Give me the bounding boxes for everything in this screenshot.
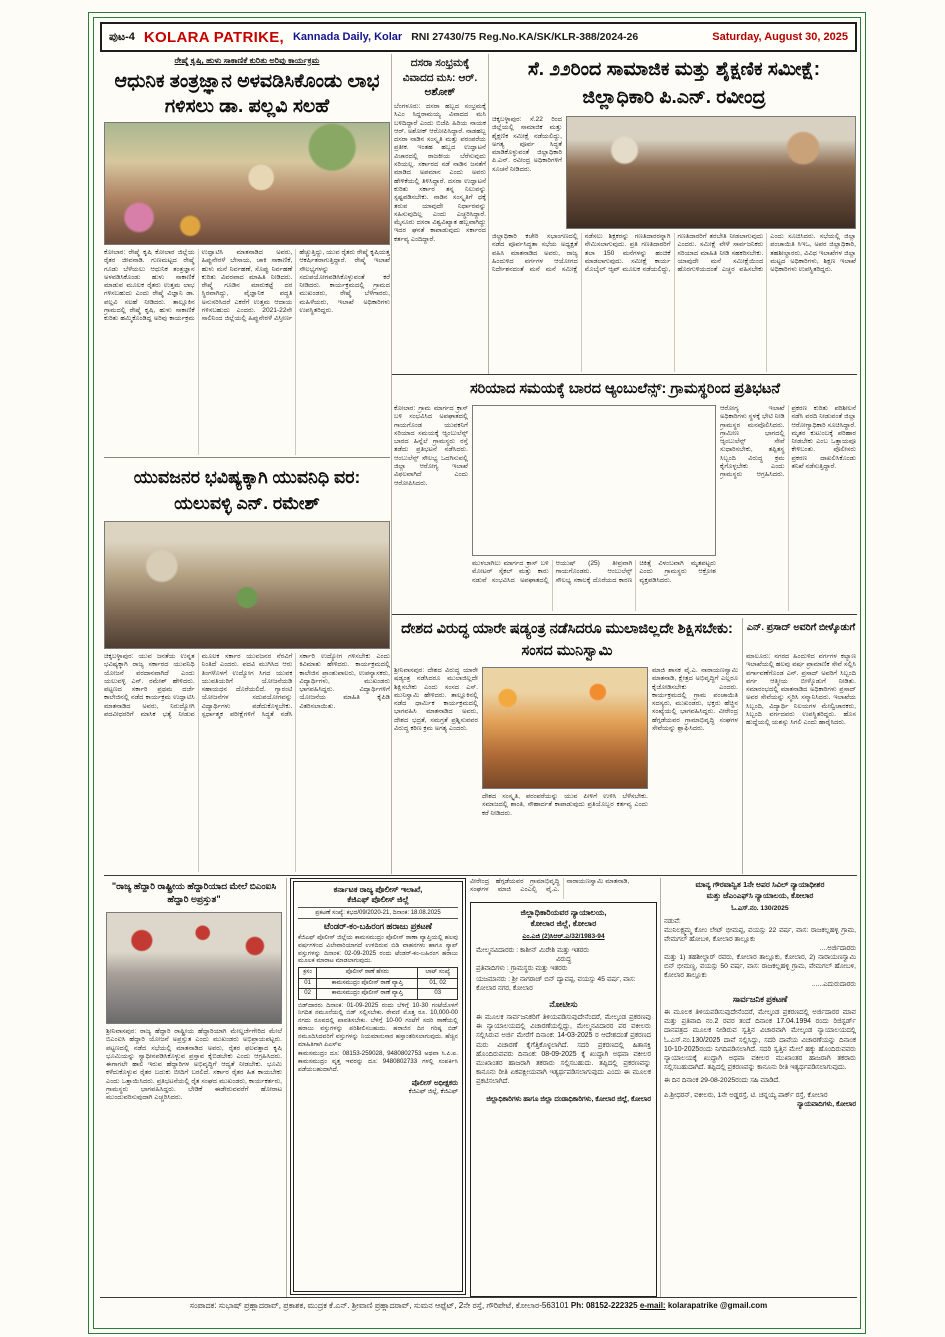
- muniswamy-article-body-right: ಮಾಜಿ ಶಾಸಕ ವೈ.ಎ. ನಾರಾಯಣಸ್ವಾಮಿ ಮಾತನಾಡಿ, ಕ್ಷೇತ್ರದ ಅಭಿವೃದ್ಧಿಗೆ ಎಲ್ಲರೂ ಕೈಜೋಡಿಸಬೇಕು ಎಂದರು. ಕಾರ್ಯಕ್ರಮದಲ್ಲಿ ಗ್ರಾಮ ಪಂಚಾಯಿತಿ ಸದಸ್ಯರು, ಮುಖಂಡರು, ಭಕ್ತರು ಹೆಚ್ಚಿನ ಸಂಖ್ಯೆಯಲ್ಲಿ ಭಾಗವಹಿಸಿದ್ದರು. ವೀರೇಂದ್ರ ಹೆಗ್ಗಡೆಯವರ ಗ್ರಾಮಾಭಿವೃದ್ಧಿ ಸಂಘಗಳ ಸೇವೆಯನ್ನು ಶ್ಲಾಘಿಸಿದರು.: [652, 667, 738, 733]
- survey-article-body: ಜಿಲ್ಲಾಧಿಕಾರಿ ಕಚೇರಿ ಸಭಾಂಗಣದಲ್ಲಿ ನಡೆದ ಪೂರ್ವಸಿದ್ಧತಾ ಸಭೆಯ ಅಧ್ಯಕ್ಷತೆ ವಹಿಸಿ ಮಾತನಾಡಿದ ಅವರು, ರಾಜ್ಯ ಹಿಂದುಳಿದ ವರ್ಗಗಳ ಆಯೋಗದ ನಿರ್ದೇಶನದಂತೆ ಮನೆ ಮನೆ ಸಮೀಕ್ಷೆ ನಡೆಸಲು ಶಿಕ್ಷಕರನ್ನು ಗಣತಿದಾರರನ್ನಾಗಿ ನೇಮಿಸಲಾಗುವುದು. ಪ್ರತಿ ಗಣತಿದಾರರಿಗೆ ತಲಾ 150 ಮನೆಗಳನ್ನು ಹಂಚಿಕೆ ಮಾಡಲಾಗುವುದು. ಸಮೀಕ್ಷೆ ಕಾರ್ಯ ಮೊಬೈಲ್ ಆ್ಯಪ್ ಮೂಲಕ ನಡೆಯಲಿದ್ದು, ಗಣತಿದಾರರಿಗೆ ತರಬೇತಿ ನೀಡಲಾಗುವುದು ಎಂದರು. ಸಮೀಕ್ಷೆ ವೇಳೆ ಸಾರ್ವಜನಿಕರು ಸರಿಯಾದ ಮಾಹಿತಿ ನೀಡಿ ಸಹಕರಿಸಬೇಕು. ಯಾವುದೇ ಮನೆ ಸಮೀಕ್ಷೆಯಿಂದ ಹೊರಗುಳಿಯದಂತೆ ಎಚ್ಚರ ವಹಿಸಬೇಕು ಎಂದು ಸೂಚಿಸಿದರು. ಸಭೆಯಲ್ಲಿ ಜಿಲ್ಲಾ ಪಂಚಾಯಿತಿ ಸಿಇಒ, ಅಪರ ಜಿಲ್ಲಾಧಿಕಾರಿ, ತಹಶೀಲ್ದಾರರು, ವಿವಿಧ ಇಲಾಖೆಗಳ ಜಿಲ್ಲಾ ಮಟ್ಟದ ಅಧಿಕಾರಿಗಳು, ಶಿಕ್ಷಣ ಇಲಾಖೆ ಅಧಿಕಾರಿಗಳು ಉಪಸ್ಥಿತರಿದ್ದರು.: [492, 233, 856, 274]
- muniswamy-article-body-under: ದೇಶದ ಸಂಸ್ಕೃತಿ, ಪರಂಪರೆಯನ್ನು ಯುವ ಪೀಳಿಗೆ ಉಳಿಸಿ ಬೆಳೆಸಬೇಕು. ಸಮಾಜದಲ್ಲಿ ಶಾಂತಿ, ಸೌಹಾರ್ದತೆ ಕಾಪಾಡುವುದು ಪ್ರತಿಯೊಬ್ಬರ ಕರ್ತವ್ಯ ಎಂದು ಕರೆ ನೀಡಿದರು.: [482, 793, 648, 817]
- survey-meeting-photo: [566, 116, 856, 229]
- dc-appellants: ಮೇಲ್ಮನವಿದಾರರು : ಕಾಶೀನ್ ಮಿರೇಶಿ ಮತ್ತು ಇತರರು: [476, 947, 590, 954]
- police-notice-para2: ಬಿಡ್‌ದಾರರು ದಿನಾಂಕ: 01-09-2025 ರಂದು ಬೆಳಿಗ್ಗೆ 10-30 ಗಂಟೆಯೊಳಗೆ ನಿಗದಿತ ನಮೂನೆಯಲ್ಲಿ ಬಿಡ್ ಸಲ್ಲಿಸಬೇಕು. ಠೇವಣಿ ಮೊತ್ತ ರೂ. 10,000-00 ನಗದು ರೂಪದಲ್ಲಿ ಪಾವತಿಸಬೇಕು. ಬೆಳಿಗ್ಗೆ 10-00 ಗಂಟೆಗೆ ಸದರಿ ಠಾಣೆಯಲ್ಲಿ ಹರಾಜು ವಸ್ತುಗಳನ್ನು ಪರಿಶೀಲಿಸಬಹುದು. ಹರಾಜಿನ ದಿನ ಗರಿಷ್ಠ ಬಿಡ್ ನಮೂದಿಸಿದವರಿಗೆ ವಸ್ತುಗಳನ್ನು ನಿಯಮಾನುಸಾರ ಹಸ್ತಾಂತರಿಸಲಾಗುವುದು. ಹೆಚ್ಚಿನ ಮಾಹಿತಿಗಾಗಿ ಪಿಎಸ್‌ಐ: [298, 1001, 458, 1048]
- table-row: [299, 978, 458, 989]
- yuvanidhi-article-body: ಚಿಕ್ಕಬಳ್ಳಾಪುರ: ಯುವ ಜನತೆಯ ಉನ್ನತ ಭವಿಷ್ಯಕ್ಕಾಗಿ ರಾಜ್ಯ ಸರ್ಕಾರದ ಯುವನಿಧಿ ಯೋಜನೆ ವರದಾನವಾಗಿದೆ ಎಂದು ಯಲುವಳ್ಳಿ ಎನ್. ರಮೇಶ್ ಹೇಳಿದರು. ಪಟ್ಟಣದ ಸರ್ಕಾರಿ ಪ್ರಥಮ ದರ್ಜೆ ಕಾಲೇಜಿನಲ್ಲಿ ನಡೆದ ಕಾರ್ಯಕ್ರಮ ಉದ್ಘಾಟಿಸಿ ಮಾತನಾಡಿದ ಅವರು, ನಿರುದ್ಯೋಗಿ ಪದವೀಧರರಿಗೆ ಮಾಸಿಕ ಭತ್ಯೆ ನೀಡುವ ಮೂಲಕ ಸರ್ಕಾರ ಯುವಜನರ ನೆರವಿಗೆ ನಿಂತಿದೆ ಎಂದರು. ಪದವಿ ಮುಗಿಸಿದ ಆರು ತಿಂಗಳೊಳಗೆ ಉದ್ಯೋಗ ಸಿಗದ ಯುವಕ ಯುವತಿಯರಿಗೆ ಯೋಜನೆಯಡಿ ಸಹಾಯಧನ ದೊರೆಯಲಿದೆ. ಗ್ಯಾರಂಟಿ ಯೋಜನೆಗಳ ಸದುಪಯೋಗವನ್ನು ವಿದ್ಯಾರ್ಥಿಗಳು ಪಡೆದುಕೊಳ್ಳಬೇಕು. ಸ್ಪರ್ಧಾತ್ಮಕ ಪರೀಕ್ಷೆಗಳಿಗೆ ಸಿದ್ಧತೆ ನಡೆಸಿ ಸರ್ಕಾರಿ ಉದ್ಯೋಗ ಗಳಿಸಬೇಕು ಎಂದು ಕಿವಿಮಾತು ಹೇಳಿದರು. ಕಾರ್ಯಕ್ರಮದಲ್ಲಿ ಕಾಲೇಜಿನ ಪ್ರಾಂಶುಪಾಲರು, ಉಪನ್ಯಾಸಕರು, ವಿದ್ಯಾರ್ಥಿಗಳು, ಮುಖಂಡರು ಭಾಗವಹಿಸಿದ್ದರು. ವಿದ್ಯಾರ್ಥಿಗಳಿಗೆ ಯೋಜನೆಯ ಮಾಹಿತಿ ಕೈಪಿಡಿ ವಿತರಿಸಲಾಯಿತು.: [104, 653, 390, 719]
- column-rule: [488, 54, 489, 374]
- civil-advocate-name: ಪಿ.ಶ್ರೀಧರನ್, ವಕೀಲರು, 1ನೇ ಅಡ್ಡರಸ್ತೆ, ಟಿ. ಚನ್ನಯ್ಯ ಪಾರ್ಕ್ ರಸ್ತೆ, ಕೋಲಾರ: [664, 1092, 828, 1100]
- civil-defendants-tag: ......ಎದುರುದಾರರು: [811, 981, 856, 988]
- imprint-footer: [100, 1301, 857, 1317]
- ambulance-article-headline: ಸರಿಯಾದ ಸಮಯಕ್ಕೆ ಬಾರದ ಆ್ಯಂಬುಲೆನ್ಸ್: ಗ್ರಾಮಸ್ಥರಿಂದ ಪ್ರತಿಭಟನೆ: [469, 381, 781, 397]
- survey-article-lede: ಚಿಕ್ಕಬಳ್ಳಾಪುರ: ಸೆ.22 ರಿಂದ ಜಿಲ್ಲೆಯಲ್ಲಿ ಸಾಮಾಜಿಕ ಮತ್ತು ಶೈಕ್ಷಣಿಕ ಸಮೀಕ್ಷೆ ನಡೆಯಲಿದ್ದು, ಅಗತ್ಯ ಪೂರ್ವ ಸಿದ್ಧತೆ ಮಾಡಿಕೊಳ್ಳುವಂತೆ ಜಿಲ್ಲಾಧಿಕಾರಿ ಪಿ.ಎನ್. ರವೀಂದ್ರ ಅಧಿಕಾರಿಗಳಿಗೆ ಸೂಚನೆ ನೀಡಿದರು.: [492, 116, 562, 173]
- yuvanidhi-event-photo: [104, 521, 390, 649]
- column-rule: [742, 618, 743, 874]
- police-notice-ref: ಪ್ರಕಟಣೆ ಸಂಖ್ಯೆ: ಕಭದ/09/2020-21, ದಿನಾಂಕ: 18.08.2025: [298, 907, 458, 919]
- police-signature-title: ಪೊಲೀಸ್ ಅಧೀಕ್ಷಕರು: [411, 1079, 458, 1087]
- civil-advocate-title: ನ್ಯಾಯವಾದಿಗಳು, ಕೋಲಾರ: [797, 1101, 856, 1109]
- muniswamy-article-headline: ದೇಶದ ವಿರುದ್ಧ ಯಾರೇ ಷಡ್ಯಂತ್ರ ನಡೆಸಿದರೂ ಮುಲಾಜಿಲ್ಲದೇ ಶಿಕ್ಷಿಸಬೇಕು: ಸಂಸದ ಮುನಿಸ್ವಾಮಿ: [401, 621, 733, 659]
- civil-date-line: ಈ ದಿನ ದಿನಾಂಕ 29-08-2025ರಂದು ಸಹಿ ಮಾಡಿದೆ.: [664, 1077, 781, 1085]
- imprint-email: kolarapatrike @gmail.com: [667, 1301, 768, 1310]
- table-cell: 02: [299, 989, 317, 1000]
- dc-court-name-line2: ಕೋಲಾರ ಜಿಲ್ಲೆ, ಕೋಲಾರ: [530, 919, 597, 928]
- civil-court-notice: [664, 880, 856, 1297]
- ambulance-protest-photo: [472, 405, 716, 556]
- page-number-label: ಪುಟ-4: [109, 30, 135, 43]
- police-table-header: ಕ್ರಸಂ: [299, 968, 317, 979]
- civil-defendants: ಮತ್ತು 1) ತಹಶೀಲ್ದಾರ್ ರವರು, ಕೋಲಾರ ತಾಲ್ಲೂಕು, ಕೋಲಾರ, 2) ನಾರಾಯಣಸ್ವಾಮಿ ಬಿನ್ ಭೀಮಣ್ಣ, ವಯಸ್ಸು 50 ವರ್ಷ, ವಾಸ: ರಾಜಕಲ್ಲಹಳ್ಳಿ ಗ್ರಾಮ, ವೇಮಗಲ್ ಹೋಬಳಿ, ಕೋಲಾರ ತಾಲ್ಲೂಕು: [664, 954, 856, 979]
- dc-signature: ಜಿಲ್ಲಾಧಿಕಾರಿಗಳು ಹಾಗೂ ಜಿಲ್ಲಾ ದಂಡಾಧಿಕಾರಿಗಳು, ಕೋಲಾರ ಜಿಲ್ಲೆ, ಕೋಲಾರ: [486, 1095, 651, 1103]
- civil-plaintiff: ಮುನಿಲಕ್ಷ್ಮಮ್ಮ ಕೋಂ ಲೇಟ್ ಭೀಮಪ್ಪ, ವಯಸ್ಸು 22 ವರ್ಷ, ವಾಸ: ರಾಜಕಲ್ಲಹಳ್ಳಿ ಗ್ರಾಮ, ವೇಮಗಲ್ ಹೋಬಳಿ, ಕೋಲಾರ ತಾಲ್ಲೂಕು: [664, 927, 856, 943]
- imprint-email-label: e-mail:: [639, 1301, 666, 1310]
- dasara-article-headline: ದಸರಾ ಸಂಭ್ರಮಕ್ಕೆ ವಿವಾದದ ಮಸಿ: ಆರ್. ಅಶೋಕ್: [402, 57, 478, 98]
- police-notice-para1: ಕೆಜಿಎಫ್ ಪೊಲೀಸ್ ಜಿಲ್ಲೆಯ ಕಾಮಸಮುದ್ರಂ ಪೊಲೀಸ್ ಠಾಣಾ ವ್ಯಾಪ್ತಿಯಲ್ಲಿ ಹಲವು ವರ್ಷಗಳಿಂದ ವಿಲೇವಾರಿಯಾಗದೆ ಉಳಿದಿರುವ ಬಿಡಿ ವಾಹನಗಳು ಹಾಗೂ ಸ್ಕ್ರಾಪ್ ವಸ್ತುಗಳನ್ನು ದಿನಾಂಕ: 02-09-2025 ರಂದು ಟೆಂಡರ್-ಕಂ-ಬಹಿರಂಗ ಹರಾಜು ಮೂಲಕ ಮಾರಾಟ ಮಾಡಲಾಗುವುದು.: [298, 934, 458, 965]
- newspaper-subtitle: Kannada Daily, Kolar: [292, 31, 403, 43]
- civil-plaintiff-tag: ....ಅರ್ಜಿದಾರರು: [819, 945, 856, 952]
- section-divider: [392, 374, 857, 375]
- imprint-text: ಸಂಪಾದಕ: ಸುಭಾಷ್ ಪ್ರಹ್ಲಾದರಾವ್, ಪ್ರಕಾಶಕ, ಮುದ್ರಕ ಕೆ.ಎನ್. ಶ್ರೀವಾಣಿ ಪ್ರಹ್ಲಾದರಾವ್, ಸುಮನ ಆಫ್ಸೆಟ್, 2ನೇ ರಸ್ತೆ, ಗೌರಿಪೇಟೆ, ಕೋಲಾರ-563101: [189, 1301, 569, 1310]
- highway-protest-photo: [106, 912, 282, 1024]
- police-notice-title: ಟೆಂಡರ್-ಕಂ-ಬಹಿರಂಗ ಹರಾಜು ಪ್ರಕಟಣೆ: [324, 921, 432, 931]
- muniswamy-rally-photo: [482, 667, 648, 789]
- table-cell: 03: [418, 989, 458, 1000]
- newspaper-brand: KOLARA PATRIKE,: [143, 28, 284, 46]
- dc-party-details: ಯಜಮಾನರು : ಶ್ರೀ ನಾಗರಾಜ್ ಬಿನ್ ದ್ಯಾವಪ್ಪ, ವಯಸ್ಸು 45 ವರ್ಷ, ವಾಸ: ಕೋಲಾರ ನಗರ, ಕೋಲಾರ: [476, 976, 636, 992]
- silk-article-headline: ಆಧುನಿಕ ತಂತ್ರಜ್ಞಾನ ಅಳವಡಿಸಿಕೊಂಡು ಲಾಭ ಗಳಿಸಲು ಡಾ. ಪಲ್ಲವಿ ಸಲಹೆ: [114, 71, 380, 117]
- police-dept-line2: ಕೆಜಿಎಫ್ ಪೊಲೀಸ್ ಜಿಲ್ಲೆ: [347, 895, 409, 904]
- police-tender-notice-box: [290, 878, 466, 1295]
- dc-notice-title: ನೋಟೀಸು: [549, 999, 578, 1009]
- table-cell: ಕಾಮಸಮುದ್ರಂ ಪೊಲೀಸ್ ಠಾಣೆ ವ್ಯಾಪ್ತಿ: [317, 989, 418, 1000]
- police-signature-district: ಕೆಜಿಎಫ್ ಜಿಲ್ಲೆ, ಕೆಜಿಎಫ್: [408, 1087, 458, 1095]
- police-table-header: ಪೊಲೀಸ್ ಠಾಣೆ ಹೆಸರು: [317, 968, 418, 979]
- civil-between-label: ನಡುವೆ:: [664, 918, 681, 925]
- prasad-article-body: ಮಾಲೂರು: ನಗರದ ಹಿಂದುಳಿದ ವರ್ಗಗಳ ಕಲ್ಯಾಣ ಇಲಾಖೆಯಲ್ಲಿ ಹಲವು ವರ್ಷ ಪ್ರಾಮಾಣಿಕ ಸೇವೆ ಸಲ್ಲಿಸಿ ವರ್ಗಾವಣೆಗೊಂಡ ಎನ್. ಪ್ರಸಾದ್ ಅವರಿಗೆ ಸಿಬ್ಬಂದಿ ವರ್ಗ ಆತ್ಮೀಯ ಬೀಳ್ಕೊಡುಗೆ ನೀಡಿತು. ಸಮಾರಂಭದಲ್ಲಿ ಮಾತನಾಡಿದ ಅಧಿಕಾರಿಗಳು ಪ್ರಸಾದ್ ಅವರ ಸೇವೆಯನ್ನು ಸ್ಮರಿಸಿ ಸನ್ಮಾನಿಸಿದರು. ಇಲಾಖೆಯ ಸಿಬ್ಬಂದಿ, ವಿದ್ಯಾರ್ಥಿ ನಿಲಯಗಳ ಮೇಲ್ವಿಚಾರಕರು, ಸಿಬ್ಬಂದಿ ವರ್ಗದವರು ಉಪಸ್ಥಿತರಿದ್ದರು. ಹೊಸ ಹುದ್ದೆಯಲ್ಲಿ ಯಶಸ್ಸು ಸಿಗಲಿ ಎಂದು ಹಾರೈಸಿದರು.: [746, 653, 856, 727]
- silk-article-kicker: ರೇಷ್ಮೆ ಕೃಷಿ, ಹುಳು ಸಾಕಾಣಿಕೆ ಕುರಿತು ಅರಿವು ಕಾರ್ಯಕ್ರಮ: [174, 56, 320, 65]
- dc-notice-body: ಈ ಮೂಲಕ ಸಾರ್ವಜನಿಕರಿಗೆ ತಿಳಿಯಪಡಿಸುವುದೇನೆಂದರೆ, ಮೇಲ್ಕಂಡ ಪ್ರಕರಣವು ಈ ನ್ಯಾಯಾಲಯದಲ್ಲಿ ವಿಚಾರಣೆಯಲ್ಲಿದ್ದು, ಮೇಲ್ಮನವಿದಾರರ ಪರ ವಕೀಲರು ಸಲ್ಲಿಸಿರುವ ಅರ್ಜಿ ಮೇರೆಗೆ ದಿನಾಂಕ: 14-03-2025 ರ ಆದೇಶದಂತೆ ಪ್ರಕರಣದ ಮರು ವಿಚಾರಣೆ ಕೈಗೆತ್ತಿಕೊಳ್ಳಲಾಗಿದೆ. ಸದರಿ ಪ್ರಕರಣದಲ್ಲಿ ಹಿತಾಸಕ್ತಿ ಹೊಂದಿರುವವರು ದಿನಾಂಕ: 08-09-2025 ಕ್ಕೆ ಖುದ್ದಾಗಿ ಅಥವಾ ವಕೀಲರ ಮುಖಾಂತರ ಹಾಜರಾಗಿ ತಕರಾರು ಸಲ್ಲಿಸಬಹುದು. ತಪ್ಪಿದಲ್ಲಿ ಪ್ರಕರಣವನ್ನು ಕಾನೂನು ರೀತಿ ಏಕಪಕ್ಷೀಯವಾಗಿ ಇತ್ಯರ್ಥಪಡಿಸಲಾಗುವುದು ಎಂದು ಈ ಮೂಲಕ ಪ್ರಕಟಿಸಲಾಗಿದೆ.: [476, 1014, 651, 1086]
- police-lot-table: [298, 967, 458, 1000]
- silk-article-body: ಕೋಲಾರ: ರೇಷ್ಮೆ ಕೃಷಿ ಕೋಲಾರ ಜಿಲ್ಲೆಯ ರೈತರ ಜೀವನಾಡಿ. ಗುಣಮಟ್ಟದ ರೇಷ್ಮೆ ಗೂಡು ಬೆಳೆಯಲು ಆಧುನಿಕ ತಂತ್ರಜ್ಞಾನ ಅಳವಡಿಸಿಕೊಂಡು ಹುಳು ಸಾಕಾಣಿಕೆ ಮಾಡುವ ಮೂಲಕ ರೈತರು ಉತ್ತಮ ಲಾಭ ಗಳಿಸಬಹುದು ಎಂದು ರೇಷ್ಮೆ ವಿಜ್ಞಾನಿ ಡಾ. ಪಲ್ಲವಿ ಸಲಹೆ ನೀಡಿದರು. ತಾಲ್ಲೂಕಿನ ಗ್ರಾಮದಲ್ಲಿ ರೇಷ್ಮೆ ಕೃಷಿ, ಹುಳು ಸಾಕಾಣಿಕೆ ಕುರಿತು ಹಮ್ಮಿಕೊಂಡಿದ್ದ ಅರಿವು ಕಾರ್ಯಕ್ರಮ ಉದ್ಘಾಟಿಸಿ ಮಾತನಾಡಿದ ಅವರು, ಹಿಪ್ಪುನೇರಳೆ ಬೇಸಾಯ, ಚಾಕಿ ಸಾಕಾಣಿಕೆ, ಹುಳು ಮನೆ ನಿರ್ವಹಣೆ, ಸೊಪ್ಪು ನಿರ್ವಹಣೆ ಕುರಿತು ವಿವರವಾದ ಮಾಹಿತಿ ನೀಡಿದರು. ರೇಷ್ಮೆ ಗೂಡಿನ ಮಾರುಕಟ್ಟೆ ದರ ಸ್ಥಿರವಾಗಿದ್ದು, ವೈಜ್ಞಾನಿಕ ಪದ್ಧತಿ ಅನುಸರಿಸಿದರೆ ಎಕರೆಗೆ ಉತ್ತಮ ಆದಾಯ ಗಳಿಸಬಹುದು ಎಂದರು. 2021-22ನೇ ಸಾಲಿನಿಂದ ಜಿಲ್ಲೆಯಲ್ಲಿ ಹಿಪ್ಪುನೇರಳೆ ವಿಸ್ತೀರ್ಣ ಹೆಚ್ಚುತ್ತಿದ್ದು, ಯುವ ರೈತರು ರೇಷ್ಮೆ ಕೃಷಿಯತ್ತ ಆಕರ್ಷಿತರಾಗುತ್ತಿದ್ದಾರೆ. ರೇಷ್ಮೆ ಇಲಾಖೆ ಸೌಲಭ್ಯಗಳನ್ನು ಸದುಪಯೋಗಪಡಿಸಿಕೊಳ್ಳುವಂತೆ ಕರೆ ನೀಡಿದರು. ಕಾರ್ಯಕ್ರಮದಲ್ಲಿ ಗ್ರಾಮದ ಮುಖಂಡರು, ರೇಷ್ಮೆ ಬೆಳೆಗಾರರು, ಮಹಿಳೆಯರು, ಇಲಾಖೆ ಅಧಿಕಾರಿಗಳು ಉಪಸ್ಥಿತರಿದ್ದರು.: [104, 249, 390, 323]
- police-notice-contact: ಕಾಮಸಮುದ್ರಂ ದೂ: 08153-259028, 9480802753 ಅಥವಾ ಸಿ.ಪಿ.ಐ. ಕಾಮಸಮುದ್ರಂ ವೃತ್ತ ಇವರನ್ನು ದೂ: 9480802733 ಗಳಲ್ಲಿ ಸಂಪರ್ಕಿಸಿ ಪಡೆಯಬಹುದಾಗಿದೆ.: [298, 1050, 458, 1074]
- dasara-article-body: ಬೆಂಗಳೂರು: ದಸರಾ ಹಬ್ಬದ ಸಂಭ್ರಮಕ್ಕೆ ಸಿಎಂ ಸಿದ್ದರಾಮಯ್ಯ ವಿವಾದದ ಮಸಿ ಬಳಿದಿದ್ದಾರೆ ಎಂದು ಬಿಜೆಪಿ ಹಿರಿಯ ನಾಯಕ ಆರ್. ಅಶೋಕ್ ಆರೋಪಿಸಿದ್ದಾರೆ. ನಾಡಹಬ್ಬ ದಸರಾ ನಾಡಿನ ಸಂಸ್ಕೃತಿ ಮತ್ತು ಪರಂಪರೆಯ ಪ್ರತೀಕ. ಇಂತಹ ಹಬ್ಬದ ಉದ್ಘಾಟನೆ ವಿಚಾರದಲ್ಲಿ ರಾಜಕೀಯ ಬೆರೆಸುವುದು ಸರಿಯಲ್ಲ. ಸರ್ಕಾರದ ನಡೆ ನಾಡಿನ ಜನತೆಗೆ ಮಾಡಿದ ಅಪಮಾನ ಎಂದು ಅವರು ಹೇಳಿಕೆಯಲ್ಲಿ ತಿಳಿಸಿದ್ದಾರೆ. ದಸರಾ ಉದ್ಘಾಟನೆ ಕುರಿತು ಸರ್ಕಾರ ತನ್ನ ನಿಲುವನ್ನು ಸ್ಪಷ್ಟಪಡಿಸಬೇಕು. ನಾಡಿನ ಸಂಸ್ಕೃತಿಗೆ ಧಕ್ಕೆ ತರುವ ಯಾವುದೇ ನಿರ್ಧಾರವನ್ನು ಸಹಿಸುವುದಿಲ್ಲ ಎಂದು ಎಚ್ಚರಿಸಿದ್ದಾರೆ. ಮೈಸೂರು ದಸರಾ ವಿಶ್ವವಿಖ್ಯಾತ ಹಬ್ಬವಾಗಿದ್ದು ಇದರ ಘನತೆ ಕಾಪಾಡುವುದು ಸರ್ಕಾರದ ಕರ್ತವ್ಯ ಎಂದಿದ್ದಾರೆ.: [394, 103, 486, 243]
- imprint-phone: Ph: 08152-222325: [570, 1301, 638, 1310]
- muniswamy-article-continuation: ವೀರೇಂದ್ರ ಹೆಗ್ಗಡೆಯವರ ಗ್ರಾಮಾಭಿವೃದ್ಧಿ ಸಂಘಗಳ ಮಾಜಿ ಎಂಎಲ್ಸಿ ವೈ.ಎ. ನಾರಾಯಣಸ್ವಾಮಿ ಮಾತನಾಡಿ,: [470, 878, 630, 894]
- civil-notice-body: ಈ ಮೂಲಕ ತಿಳಿಯಪಡಿಸುವುದೇನೆಂದರೆ, ಮೇಲ್ಕಂಡ ಪ್ರಕರಣದಲ್ಲಿ ಅರ್ಜಿದಾರರ ಮಾವ ಮತ್ತು ಪ್ರತಿವಾದಿ ನಂ.2 ರವರ ತಂದೆ ದಿನಾಂಕ 17.04.1994 ರಂದು ರಿಜಿಸ್ಟರ್ಡ್ ದಾನಪತ್ರದ ಮೂಲಕ ನೀಡಿರುವ ಸ್ವತ್ತಿನ ವಿಚಾರವಾಗಿ ಮೇಲ್ಕಂಡ ನ್ಯಾಯಾಲಯದಲ್ಲಿ ಓ.ಎಸ್.ನಂ.130/2025 ದಾವೆ ಸಲ್ಲಿಸಿದ್ದು, ಸದರಿ ದಾವೆಯ ವಿಚಾರಣೆಯನ್ನು ದಿನಾಂಕ 10-10-2025ರಂದು ನಿಗದಿಪಡಿಸಲಾಗಿದೆ. ಸದರಿ ಸ್ವತ್ತಿನ ಮೇಲೆ ಹಕ್ಕು ಹೊಂದಿರುವವರು ನ್ಯಾಯಾಲಯಕ್ಕೆ ಖುದ್ದಾಗಿ ಅಥವಾ ವಕೀಲರ ಮುಖಾಂತರ ಹಾಜರಾಗಿ ತಕರಾರು ಸಲ್ಲಿಸಬಹುದಾಗಿದೆ. ತಪ್ಪಿದಲ್ಲಿ ಪ್ರಕರಣವನ್ನು ಕಾನೂನು ರೀತಿ ಇತ್ಯರ್ಥಪಡಿಸಲಾಗುವುದು.: [664, 1009, 856, 1072]
- ambulance-article-body-left: ಕೋಲಾರ: ಗ್ರಾಮ ಮಾರ್ಗದ ಕ್ರಾಸ್ ಬಳಿ ಸಂಭವಿಸಿದ ಅಪಘಾತದಲ್ಲಿ ಗಾಯಗೊಂಡ ಯುವಕನಿಗೆ ಸರಿಯಾದ ಸಮಯಕ್ಕೆ ಆ್ಯಂಬುಲೆನ್ಸ್ ಬಾರದ ಹಿನ್ನೆಲೆ ಗ್ರಾಮಸ್ಥರು ರಸ್ತೆ ತಡೆದು ಪ್ರತಿಭಟನೆ ನಡೆಸಿದರು. ಆಂಬುಲೆನ್ಸ್ ಸೌಲಭ್ಯ ಒದಗಿಸುವಲ್ಲಿ ಜಿಲ್ಲಾ ಆರೋಗ್ಯ ಇಲಾಖೆ ವಿಫಲವಾಗಿದೆ ಎಂದು ಆರೋಪಿಸಿದರು.: [394, 405, 468, 487]
- civil-notice-title: ಸಾರ್ವಜನಿಕ ಪ್ರಕಟಣೆ: [732, 994, 788, 1004]
- column-rule: [391, 54, 392, 874]
- section-divider: [104, 875, 857, 876]
- dc-case-number: ಎಂ.ಎಜಿ (2)ಸಿಆರ್.ಎ/32/1983-94: [522, 933, 605, 940]
- civil-court-name-line1: ಮಾನ್ಯ ಗೌರವಾನ್ವಿತ 1ನೇ ಅಪರ ಸಿವಿಲ್ ನ್ಯಾಯಾಧೀಶರ: [695, 880, 825, 889]
- issue-date: Saturday, August 30, 2025: [712, 31, 848, 43]
- dc-court-name-line1: ಜಿಲ್ಲಾಧಿಕಾರಿಯವರ ನ್ಯಾಯಾಲಯ,: [520, 908, 607, 917]
- civil-court-name-line2: ಮತ್ತು ಜೆಎಂಎಫ್‌ಸಿ ನ್ಯಾಯಾಲಯ, ಕೋಲಾರ: [706, 890, 814, 900]
- ambulance-article-body-under: ಮುಳಬಾಗಿಲು ಮಾರ್ಗದ ಕ್ರಾಸ್ ಬಳಿ ಮೋಟರ್ ಸೈಕಲ್ ಮತ್ತು ಕಾರು ನಡುವೆ ಸಂಭವಿಸಿದ ಅಪಘಾತದಲ್ಲಿ ಆಯುಷ್ (25) ತೀವ್ರವಾಗಿ ಗಾಯಗೊಂಡರು. ಆಂಬುಲೆನ್ಸ್ ಸೌಲಭ್ಯ ಸಕಾಲಕ್ಕೆ ದೊರೆಯದ ಕಾರಣ ಚಿಕಿತ್ಸೆ ವಿಳಂಬವಾಗಿ ಮೃತಪಟ್ಟರು ಎಂದು ಗ್ರಾಮಸ್ಥರು ಆಕ್ರೋಶ ವ್ಯಕ್ತಪಡಿಸಿದರು.: [472, 560, 716, 584]
- ambulance-article-body-right: ಆರೋಗ್ಯ ಇಲಾಖೆ ಅಧಿಕಾರಿಗಳು ಸ್ಥಳಕ್ಕೆ ಭೇಟಿ ನೀಡಿ ಗ್ರಾಮಸ್ಥರ ಮನವೊಲಿಸಿದರು. ಗ್ರಾಮೀಣ ಭಾಗದಲ್ಲಿ ಆ್ಯಂಬುಲೆನ್ಸ್ ಸೇವೆ ಸುಧಾರಿಸಬೇಕು, ತಪ್ಪಿತಸ್ಥ ಸಿಬ್ಬಂದಿ ವಿರುದ್ಧ ಕ್ರಮ ಕೈಗೊಳ್ಳಬೇಕು ಎಂದು ಗ್ರಾಮಸ್ಥರು ಆಗ್ರಹಿಸಿದರು. ಪ್ರಕರಣ ಕುರಿತು ಪರಿಶೀಲನೆ ನಡೆಸಿ ವರದಿ ನೀಡುವಂತೆ ಜಿಲ್ಲಾ ಆರೋಗ್ಯಾಧಿಕಾರಿ ಸೂಚಿಸಿದ್ದಾರೆ. ಮೃತರ ಕುಟುಂಬಕ್ಕೆ ಪರಿಹಾರ ನೀಡಬೇಕು ಎಂಬ ಒತ್ತಾಯವೂ ಕೇಳಿಬಂತು. ಪೊಲೀಸರು ಪ್ರಕರಣ ದಾಖಲಿಸಿಕೊಂಡು ತನಿಖೆ ನಡೆಸುತ್ತಿದ್ದಾರೆ.: [720, 405, 856, 479]
- survey-article-headline: ಸೆ. ೨೨ರಿಂದ ಸಾಮಾಜಿಕ ಮತ್ತು ಶೈಕ್ಷಣಿಕ ಸಮೀಕ್ಷೆ: ಜಿಲ್ಲಾಧಿಕಾರಿ ಪಿ.ಎನ್. ರವೀಂದ್ರ: [527, 59, 821, 108]
- highway-article-body: ಶ್ರೀನಿವಾಸಪುರ: ರಾಜ್ಯ ಹೆದ್ದಾರಿ ರಾಷ್ಟ್ರೀಯ ಹೆದ್ದಾರಿಯಾಗಿ ಮೇಲ್ದರ್ಜೆಗೇರಿದ ಮೇಲೆ ಬಿಎಂಐಸಿ ಹೆದ್ದಾರಿ ಯೋಜನೆ ಅಪ್ರಸ್ತುತ ಎಂದು ಮುಖಂಡರು ಅಭಿಪ್ರಾಯಪಟ್ಟರು. ಪಟ್ಟಣದಲ್ಲಿ ನಡೆದ ಸಭೆಯಲ್ಲಿ ಮಾತನಾಡಿದ ಅವರು, ರೈತರ ಫಲವತ್ತಾದ ಕೃಷಿ ಭೂಮಿಯನ್ನು ಸ್ವಾಧೀನಪಡಿಸಿಕೊಳ್ಳುವ ಪ್ರಸ್ತಾವ ಕೈಬಿಡಬೇಕು ಎಂದು ಆಗ್ರಹಿಸಿದರು. ಈಗಾಗಲೇ ಹಾಲಿ ಇರುವ ಹೆದ್ದಾರಿಗಳ ಅಭಿವೃದ್ಧಿಗೆ ಆದ್ಯತೆ ನೀಡಬೇಕು. ಭೂಮಿ ಕಳೆದುಕೊಳ್ಳುವ ರೈತರ ಬದುಕು ಬೀದಿಗೆ ಬರಲಿದೆ. ಸರ್ಕಾರ ರೈತರ ಹಿತ ಕಾಯಬೇಕು ಎಂದು ಒತ್ತಾಯಿಸಿದರು. ಪ್ರತಿಭಟನೆಯಲ್ಲಿ ರೈತ ಸಂಘದ ಮುಖಂಡರು, ಕಾರ್ಯಕರ್ತರು, ಗ್ರಾಮಸ್ಥರು ಭಾಗವಹಿಸಿದ್ದರು. ಬೇಡಿಕೆ ಈಡೇರುವವರೆಗೆ ಹೋರಾಟ ಮುಂದುವರಿಸುವುದಾಗಿ ಎಚ್ಚರಿಸಿದರು.: [106, 1028, 282, 1102]
- section-divider: [104, 457, 390, 458]
- column-rule: [286, 878, 287, 1297]
- registration-number: RNI 27430/75 Reg.No.KA/SK/KLR-388/2024-26: [411, 31, 639, 43]
- footer-divider: [100, 1297, 857, 1298]
- table-cell: 01: [299, 978, 317, 989]
- silk-event-photo: [104, 122, 390, 245]
- muniswamy-article-body-left: ಶ್ರೀನಿವಾಸಪುರ: ದೇಶದ ವಿರುದ್ಧ ಯಾರೇ ಷಡ್ಯಂತ್ರ ನಡೆಸಿದರೂ ಮುಲಾಜಿಲ್ಲದೇ ಶಿಕ್ಷಿಸಬೇಕು ಎಂದು ಸಂಸದ ಎಸ್. ಮುನಿಸ್ವಾಮಿ ಹೇಳಿದರು. ತಾಲ್ಲೂಕಿನಲ್ಲಿ ನಡೆದ ಧಾರ್ಮಿಕ ಕಾರ್ಯಕ್ರಮದಲ್ಲಿ ಭಾಗವಹಿಸಿ ಮಾತನಾಡಿದ ಅವರು, ದೇಶದ ಭದ್ರತೆ, ಸಮಗ್ರತೆ ಪ್ರಶ್ನಿಸುವವರ ವಿರುದ್ಧ ಕಠಿಣ ಕ್ರಮ ಅಗತ್ಯ ಎಂದರು.: [394, 667, 478, 733]
- highway-article-headline: "ರಾಜ್ಯ ಹೆದ್ದಾರಿ ರಾಷ್ಟ್ರೀಯ ಹೆದ್ದಾರಿಯಾದ ಮೇಲೆ ಬಿಎಂಐಸಿ ಹೆದ್ದಾರಿ ಅಪ್ರಸ್ತುತ": [111, 881, 277, 904]
- column-rule: [660, 878, 661, 1297]
- yuvanidhi-article-headline: ಯುವಜನರ ಭವಿಷ್ಯಕ್ಕಾಗಿ ಯುವನಿಧಿ ವರ: ಯಲುವಳ್ಳಿ ಎನ್. ರಮೇಶ್: [133, 467, 361, 513]
- dc-versus: ವಿರುದ್ಧ: [555, 956, 572, 963]
- police-table-header: ಲಾಟ್ ಸಂಖ್ಯೆ: [418, 968, 458, 979]
- prasad-article-headline: ಎನ್. ಪ್ರಸಾದ್ ಅವರಿಗೆ ಬೀಳ್ಕೊಡುಗೆ: [746, 622, 856, 633]
- table-row: [299, 989, 458, 1000]
- table-cell: ಕಾಮಸಮುದ್ರಂ ಪೊಲೀಸ್ ಠಾಣೆ ವ್ಯಾಪ್ತಿ: [317, 978, 418, 989]
- dc-court-notice-box: [470, 902, 657, 1297]
- table-cell: 01, 02: [418, 978, 458, 989]
- section-divider: [392, 614, 857, 615]
- dc-respondents: ಪ್ರತಿವಾದಿಗಳು : ಗ್ರಾಮಸ್ಥರು ಮತ್ತು ಇತರರು: [476, 965, 568, 972]
- masthead: [100, 22, 857, 52]
- police-dept-line1: ಕರ್ನಾಟಕ ರಾಜ್ಯ ಪೊಲೀಸ್ ಇಲಾಖೆ,: [333, 885, 423, 894]
- civil-case-number: ಓ.ಎಸ್.ನಂ. 130/2025: [731, 905, 789, 912]
